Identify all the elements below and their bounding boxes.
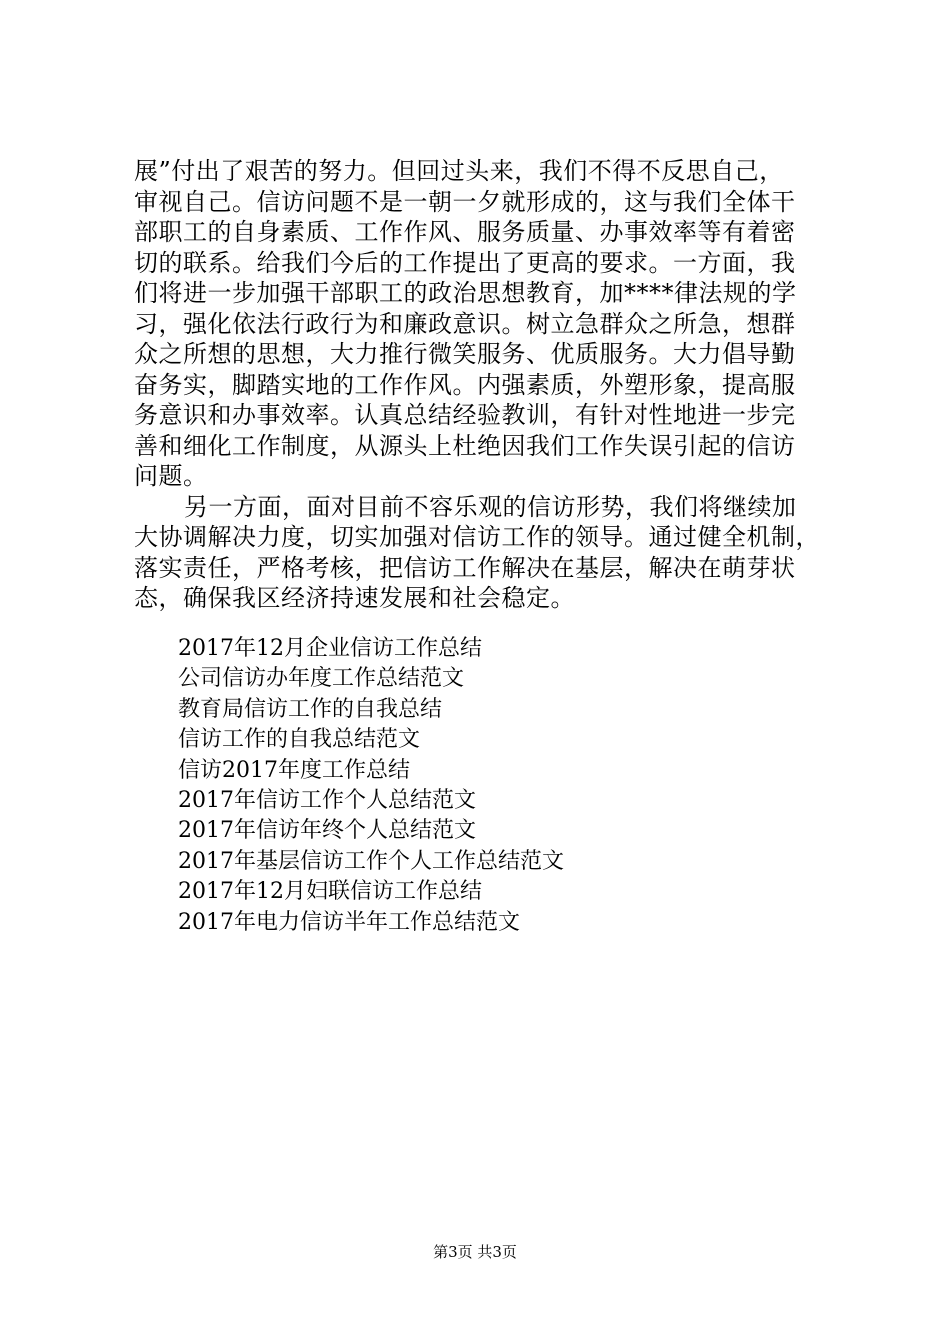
paragraph-line: 们将进一步加强干部职工的政治思想教育，加****律法规的学 xyxy=(134,279,797,307)
paragraph-line: 众之所想的思想，大力推行微笑服务、优质服务。大力倡导勤 xyxy=(134,340,796,368)
paragraph-line: 切的联系。给我们今后的工作提出了更高的要求。一方面，我 xyxy=(134,248,796,277)
paragraph-line: 务意识和办事效率。认真总结经验教训，有针对性地进一步完 xyxy=(134,401,796,429)
document-body xyxy=(134,156,834,614)
paragraph-line: 审视自己。信访问题不是一朝一夕就形成的，这与我们全体干 xyxy=(134,187,796,216)
related-article-link[interactable]: 2017年12月企业信访工作总结 xyxy=(178,636,482,661)
paragraph-line: 另一方面，面对目前不容乐观的信访形势，我们将继续加 xyxy=(184,492,797,521)
related-article-link[interactable]: 2017年基层信访工作个人工作总结范文 xyxy=(178,848,564,874)
paragraph-1 xyxy=(134,156,834,492)
paragraph-2 xyxy=(134,492,834,614)
paragraph-line: 奋务实，脚踏实地的工作作风。内强素质，外塑形象，提高服 xyxy=(134,370,796,399)
related-article-link[interactable]: 信访2017年度工作总结 xyxy=(178,757,410,783)
paragraph-line: 大协调解决力度，切实加强对信访工作的领导。通过健全机制， xyxy=(134,523,820,551)
related-article-link[interactable]: 公司信访办年度工作总结范文 xyxy=(178,666,465,692)
paragraph-line: 态，确保我区经济持速发展和社会稳定。 xyxy=(134,584,575,612)
page-number-footer: 第3页 共3页 xyxy=(433,1243,517,1261)
paragraph-line: 展”付出了艰苦的努力。但回过头来，我们不得不反思自己， xyxy=(134,157,784,185)
related-article-link[interactable]: 信访工作的自我总结范文 xyxy=(178,727,421,753)
paragraph-line: 落实责任，严格考核，把信访工作解决在基层，解决在萌芽状 xyxy=(134,553,796,582)
related-article-link[interactable]: 教育局信访工作的自我总结 xyxy=(178,696,443,722)
paragraph-line: 善和细化工作制度，从源头上杜绝因我们工作失误引起的信访 xyxy=(134,431,796,460)
related-article-link[interactable]: 2017年信访年终个人总结范文 xyxy=(178,818,476,844)
related-article-link[interactable]: 2017年12月妇联信访工作总结 xyxy=(178,879,482,905)
paragraph-line: 部职工的自身素质、工作作风、服务质量、办事效率等有着密 xyxy=(134,218,796,246)
related-articles-list xyxy=(178,634,818,938)
paragraph-line: 习，强化依法行政行为和廉政意识。树立急群众之所急，想群 xyxy=(134,309,796,338)
related-article-link[interactable]: 2017年信访工作个人总结范文 xyxy=(178,787,476,813)
related-article-link[interactable]: 2017年电力信访半年工作总结范文 xyxy=(178,909,520,935)
paragraph-line: 问题。 xyxy=(134,462,208,490)
